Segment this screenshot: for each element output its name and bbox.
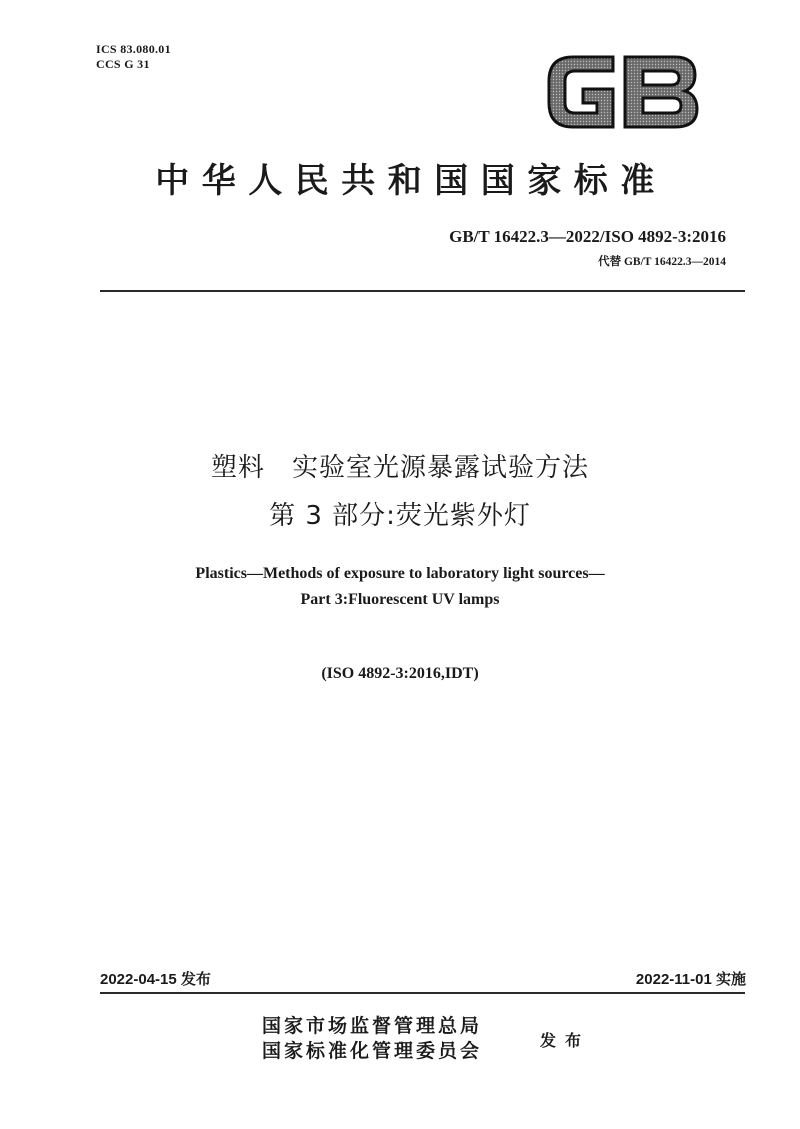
gb-logo-text: GB <box>622 101 624 102</box>
gb-logo-icon <box>543 51 701 133</box>
issuer-samr: 国家市场监督管理总局 <box>262 1015 483 1037</box>
national-standard-title: 中华人民共和国国家标准 <box>155 161 667 201</box>
title-en-line2: Part 3:Fluorescent UV lamps <box>300 591 500 608</box>
header-divider <box>100 290 745 292</box>
issuing-authorities <box>262 1014 482 1064</box>
replaces-note: 代替 GB/T 16422.3—2014 <box>598 256 726 268</box>
issuer-sac: 国家标准化管理委员会 <box>262 1040 483 1062</box>
ccs-code: CCS G 31 <box>96 57 150 71</box>
title-en-line1: Plastics—Methods of exposure to laboratory light sources— <box>195 565 605 582</box>
equivalence-note: (ISO 4892-3:2016,IDT) <box>321 665 479 682</box>
title-cn-line2: 第 3 部分:荧光紫外灯 <box>269 501 531 531</box>
publish-label: 发布 <box>540 1031 591 1050</box>
footer-divider <box>100 992 745 994</box>
standard-number: GB/T 16422.3—2022/ISO 4892-3:2016 <box>449 227 726 246</box>
implementation-date: 2022-11-01 实施 <box>635 971 746 988</box>
issue-date: 2022-04-15 发布 <box>100 971 211 988</box>
classification-codes <box>96 42 171 72</box>
title-cn-line1: 塑料 实验室光源暴露试验方法 <box>210 453 589 483</box>
ics-code: ICS 83.080.01 <box>96 42 171 56</box>
